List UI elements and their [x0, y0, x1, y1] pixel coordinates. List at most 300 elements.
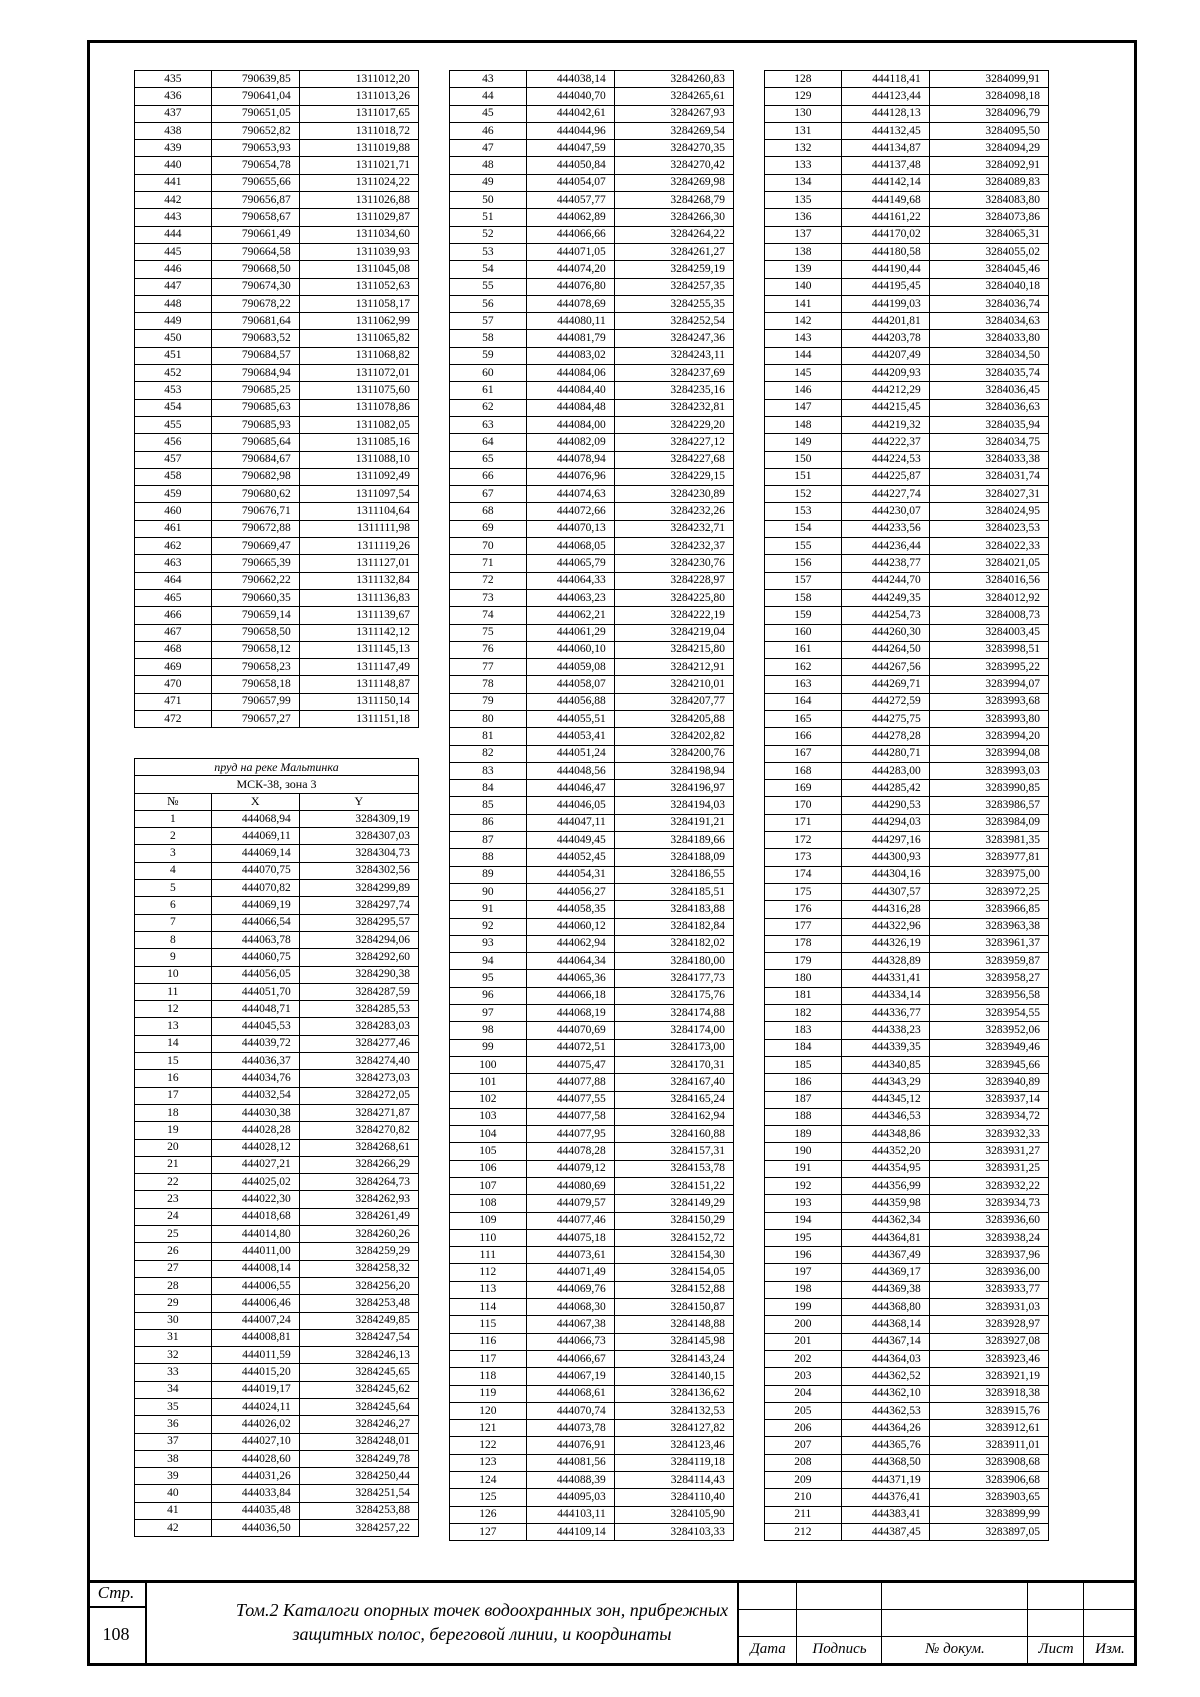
y-coordinate: 3284154,30 [614, 1247, 733, 1264]
x-coordinate: 444227,74 [841, 486, 929, 503]
x-coordinate: 790684,94 [211, 365, 299, 382]
table-row [450, 486, 734, 503]
point-number: 22 [135, 1174, 212, 1191]
point-number: 138 [765, 243, 842, 260]
point-number: 136 [765, 209, 842, 226]
point-number: 135 [765, 192, 842, 209]
x-coordinate: 444064,33 [526, 572, 614, 589]
y-coordinate: 3284099,91 [929, 71, 1048, 88]
point-number: 183 [765, 1022, 842, 1039]
point-number: 64 [450, 434, 527, 451]
x-coordinate: 444032,54 [211, 1087, 299, 1104]
point-number: 131 [765, 122, 842, 139]
y-coordinate: 3284228,97 [614, 572, 733, 589]
table-row [135, 88, 419, 105]
table-row [135, 641, 419, 658]
table-row [450, 797, 734, 814]
point-number: 70 [450, 538, 527, 555]
y-coordinate: 3284185,51 [614, 883, 733, 900]
x-coordinate: 444072,51 [526, 1039, 614, 1056]
y-coordinate: 1311072,01 [299, 365, 418, 382]
document-title-line-2: защитных полос, береговой линии, и координаты [292, 1624, 672, 1644]
point-number: 439 [135, 140, 212, 157]
x-coordinate: 444278,28 [841, 728, 929, 745]
point-number: 167 [765, 745, 842, 762]
x-coordinate: 444074,20 [526, 261, 614, 278]
point-number: 137 [765, 226, 842, 243]
x-coordinate: 444134,87 [841, 140, 929, 157]
point-number: 165 [765, 710, 842, 727]
point-number: 115 [450, 1316, 527, 1333]
y-coordinate: 3284105,90 [614, 1506, 733, 1523]
x-coordinate: 790658,67 [211, 209, 299, 226]
table-row [135, 1070, 419, 1087]
point-number: 39 [135, 1468, 212, 1485]
point-number: 83 [450, 762, 527, 779]
y-coordinate: 3283908,68 [929, 1454, 1048, 1471]
point-number: 145 [765, 365, 842, 382]
x-coordinate: 444195,45 [841, 278, 929, 295]
point-number: 161 [765, 641, 842, 658]
x-coordinate: 444054,07 [526, 174, 614, 191]
y-coordinate: 3284205,88 [614, 710, 733, 727]
x-coordinate: 444362,52 [841, 1368, 929, 1385]
table-row [765, 1178, 1049, 1195]
point-number: 454 [135, 399, 212, 416]
y-coordinate: 3284264,73 [299, 1174, 418, 1191]
x-coordinate: 790685,25 [211, 382, 299, 399]
column-header-number: № [135, 793, 212, 810]
point-number: 120 [450, 1402, 527, 1419]
x-coordinate: 790681,64 [211, 313, 299, 330]
table-row [450, 192, 734, 209]
table-row [135, 1416, 419, 1433]
document-title-line-1: Том.2 Каталоги опорных точек водоохранных зон, прибрежных [235, 1600, 729, 1620]
y-coordinate: 3284173,00 [614, 1039, 733, 1056]
point-number: 2 [135, 828, 212, 845]
y-coordinate: 3283911,01 [929, 1437, 1048, 1454]
y-coordinate: 3283934,72 [929, 1108, 1048, 1125]
y-coordinate: 3284232,37 [614, 538, 733, 555]
stamp-label-cell [1028, 1637, 1084, 1663]
x-coordinate: 444064,34 [526, 953, 614, 970]
point-number: 155 [765, 538, 842, 555]
y-coordinate: 3284210,01 [614, 676, 733, 693]
point-number: 16 [135, 1070, 212, 1087]
y-coordinate: 3284103,33 [614, 1523, 733, 1540]
y-coordinate: 3284170,31 [614, 1056, 733, 1073]
x-coordinate: 444054,31 [526, 866, 614, 883]
point-number: 25 [135, 1226, 212, 1243]
y-coordinate: 3284143,24 [614, 1350, 733, 1367]
x-coordinate: 444367,49 [841, 1247, 929, 1264]
table-row [135, 676, 419, 693]
x-coordinate: 444364,03 [841, 1350, 929, 1367]
x-coordinate: 444297,16 [841, 832, 929, 849]
x-coordinate: 444031,26 [211, 1468, 299, 1485]
point-number: 457 [135, 451, 212, 468]
x-coordinate: 444103,11 [526, 1506, 614, 1523]
point-number: 34 [135, 1381, 212, 1398]
stamp-grid [737, 1580, 1136, 1663]
y-coordinate: 3284136,62 [614, 1385, 733, 1402]
point-number: 143 [765, 330, 842, 347]
table-row [135, 589, 419, 606]
table-row [450, 624, 734, 641]
y-coordinate: 3284277,46 [299, 1035, 418, 1052]
x-coordinate: 444075,18 [526, 1229, 614, 1246]
x-coordinate: 444203,78 [841, 330, 929, 347]
table-row [765, 1281, 1049, 1298]
point-number: 129 [765, 88, 842, 105]
point-number: 9 [135, 949, 212, 966]
y-coordinate: 3284191,21 [614, 814, 733, 831]
y-coordinate: 1311024,22 [299, 174, 418, 191]
table-row [450, 122, 734, 139]
point-number: 53 [450, 243, 527, 260]
x-coordinate: 444065,36 [526, 970, 614, 987]
table-row [135, 520, 419, 537]
point-number: 98 [450, 1022, 527, 1039]
point-number: 114 [450, 1299, 527, 1316]
table-row [765, 1472, 1049, 1489]
table-row [135, 192, 419, 209]
point-number: 463 [135, 555, 212, 572]
point-number: 140 [765, 278, 842, 295]
y-coordinate: 3283961,37 [929, 935, 1048, 952]
y-coordinate: 3283921,19 [929, 1368, 1048, 1385]
x-coordinate: 444070,74 [526, 1402, 614, 1419]
point-number: 444 [135, 226, 212, 243]
table-row [135, 880, 419, 897]
table-row [450, 1402, 734, 1419]
point-number: 206 [765, 1420, 842, 1437]
y-coordinate: 3284034,75 [929, 434, 1048, 451]
x-coordinate: 444082,09 [526, 434, 614, 451]
y-coordinate: 3284095,50 [929, 122, 1048, 139]
x-coordinate: 444058,07 [526, 676, 614, 693]
point-number: 196 [765, 1247, 842, 1264]
y-coordinate: 3283932,33 [929, 1126, 1048, 1143]
y-coordinate: 3284270,42 [614, 157, 733, 174]
table-row [135, 659, 419, 676]
x-coordinate: 790684,57 [211, 347, 299, 364]
point-number: 119 [450, 1385, 527, 1402]
point-number: 146 [765, 382, 842, 399]
y-coordinate: 3284290,38 [299, 966, 418, 983]
x-coordinate: 444331,41 [841, 970, 929, 987]
table-row [450, 1454, 734, 1471]
table-row [450, 693, 734, 710]
point-number: 435 [135, 71, 212, 88]
table-row [765, 434, 1049, 451]
x-coordinate: 790665,39 [211, 555, 299, 572]
x-coordinate: 444068,94 [211, 810, 299, 827]
y-coordinate: 3284287,59 [299, 983, 418, 1000]
y-coordinate: 3284040,18 [929, 278, 1048, 295]
y-coordinate: 1311013,26 [299, 88, 418, 105]
point-number: 51 [450, 209, 527, 226]
y-coordinate: 3284237,69 [614, 365, 733, 382]
y-coordinate: 3284246,13 [299, 1347, 418, 1364]
x-coordinate: 444084,06 [526, 365, 614, 382]
table-row [765, 1143, 1049, 1160]
y-coordinate: 1311019,88 [299, 140, 418, 157]
x-coordinate: 444190,44 [841, 261, 929, 278]
point-number: 13 [135, 1018, 212, 1035]
point-number: 81 [450, 728, 527, 745]
table-row [450, 226, 734, 243]
table-row [765, 243, 1049, 260]
y-coordinate: 3283986,57 [929, 797, 1048, 814]
point-number: 36 [135, 1416, 212, 1433]
x-coordinate: 444078,28 [526, 1143, 614, 1160]
point-number: 101 [450, 1074, 527, 1091]
table-row [765, 295, 1049, 312]
point-number: 100 [450, 1056, 527, 1073]
x-coordinate: 444201,81 [841, 313, 929, 330]
point-number: 52 [450, 226, 527, 243]
x-coordinate: 444233,56 [841, 520, 929, 537]
point-number: 204 [765, 1385, 842, 1402]
point-number: 472 [135, 710, 212, 727]
x-coordinate: 790655,66 [211, 174, 299, 191]
point-number: 89 [450, 866, 527, 883]
point-number: 46 [450, 122, 527, 139]
y-coordinate: 3284034,50 [929, 347, 1048, 364]
point-number: 99 [450, 1039, 527, 1056]
x-coordinate: 444066,73 [526, 1333, 614, 1350]
x-coordinate: 444348,86 [841, 1126, 929, 1143]
x-coordinate: 444212,29 [841, 382, 929, 399]
x-coordinate: 444215,45 [841, 399, 929, 416]
document-number-label: № докум. [925, 1641, 985, 1657]
table-row [450, 1039, 734, 1056]
y-coordinate: 3284198,94 [614, 762, 733, 779]
stamp-label-cell [882, 1637, 1028, 1663]
table-row [765, 866, 1049, 883]
x-coordinate: 444033,84 [211, 1485, 299, 1502]
signature-label: Подпись [812, 1641, 867, 1657]
table-row [765, 832, 1049, 849]
point-number: 191 [765, 1160, 842, 1177]
table-row [765, 451, 1049, 468]
table-row [765, 313, 1049, 330]
table-row [135, 1364, 419, 1381]
table-row [765, 1229, 1049, 1246]
y-coordinate: 3284256,20 [299, 1277, 418, 1294]
x-coordinate: 444056,05 [211, 966, 299, 983]
x-coordinate: 444371,19 [841, 1472, 929, 1489]
y-coordinate: 3284260,26 [299, 1226, 418, 1243]
x-coordinate: 444078,69 [526, 295, 614, 312]
y-coordinate: 3284200,76 [614, 745, 733, 762]
point-number: 179 [765, 953, 842, 970]
point-number: 437 [135, 105, 212, 122]
x-coordinate: 444039,72 [211, 1035, 299, 1052]
coordinate-system-label: МСК-38, зона 3 [135, 776, 419, 793]
x-coordinate: 444362,53 [841, 1402, 929, 1419]
x-coordinate: 790680,62 [211, 486, 299, 503]
y-coordinate: 3284016,56 [929, 572, 1048, 589]
y-coordinate: 3283932,22 [929, 1178, 1048, 1195]
point-number: 126 [450, 1506, 527, 1523]
y-coordinate: 3283915,76 [929, 1402, 1048, 1419]
y-coordinate: 3284182,02 [614, 935, 733, 952]
point-number: 1 [135, 810, 212, 827]
x-coordinate: 444066,18 [526, 987, 614, 1004]
table-row [765, 935, 1049, 952]
table-row [765, 780, 1049, 797]
y-coordinate: 3284174,88 [614, 1005, 733, 1022]
table-row [135, 931, 419, 948]
table-row [135, 983, 419, 1000]
x-coordinate: 444132,45 [841, 122, 929, 139]
y-coordinate: 1311075,60 [299, 382, 418, 399]
point-number: 21 [135, 1156, 212, 1173]
y-coordinate: 3284035,74 [929, 365, 1048, 382]
x-coordinate: 444079,57 [526, 1195, 614, 1212]
point-number: 91 [450, 901, 527, 918]
point-number: 199 [765, 1299, 842, 1316]
stamp-cell [1028, 1580, 1084, 1610]
x-coordinate: 444079,12 [526, 1160, 614, 1177]
y-coordinate: 1311012,20 [299, 71, 418, 88]
table-row [135, 399, 419, 416]
y-coordinate: 3284249,78 [299, 1450, 418, 1467]
y-coordinate: 3284269,54 [614, 122, 733, 139]
table-row [450, 555, 734, 572]
y-coordinate: 3284294,06 [299, 931, 418, 948]
table-row [765, 814, 1049, 831]
point-number: 33 [135, 1364, 212, 1381]
x-coordinate: 444238,77 [841, 555, 929, 572]
table-row [450, 88, 734, 105]
x-coordinate: 444056,27 [526, 883, 614, 900]
table-row [765, 1195, 1049, 1212]
x-coordinate: 444199,03 [841, 295, 929, 312]
point-number: 5 [135, 880, 212, 897]
stamp-cell [739, 1580, 797, 1610]
point-number: 8 [135, 931, 212, 948]
table-row [135, 1347, 419, 1364]
table-row [450, 901, 734, 918]
point-number: 471 [135, 693, 212, 710]
y-coordinate: 3283936,60 [929, 1212, 1048, 1229]
stamp-cell [1084, 1610, 1136, 1637]
x-coordinate: 444109,14 [526, 1523, 614, 1540]
point-number: 442 [135, 192, 212, 209]
y-coordinate: 1311145,13 [299, 641, 418, 658]
x-coordinate: 444071,05 [526, 243, 614, 260]
y-coordinate: 3284259,19 [614, 261, 733, 278]
point-number: 128 [765, 71, 842, 88]
point-number: 175 [765, 883, 842, 900]
point-number: 23 [135, 1191, 212, 1208]
point-number: 109 [450, 1212, 527, 1229]
y-coordinate: 3284261,27 [614, 243, 733, 260]
y-coordinate: 3284207,77 [614, 693, 733, 710]
x-coordinate: 444244,70 [841, 572, 929, 589]
y-coordinate: 3284248,01 [299, 1433, 418, 1450]
y-coordinate: 1311147,49 [299, 659, 418, 676]
point-number: 60 [450, 365, 527, 382]
point-number: 208 [765, 1454, 842, 1471]
table-row [765, 641, 1049, 658]
y-coordinate: 3283993,68 [929, 693, 1048, 710]
point-number: 88 [450, 849, 527, 866]
table-row [450, 295, 734, 312]
point-number: 151 [765, 468, 842, 485]
table-row [135, 1433, 419, 1450]
x-coordinate: 444015,20 [211, 1364, 299, 1381]
table-row [765, 157, 1049, 174]
x-coordinate: 444068,30 [526, 1299, 614, 1316]
point-number: 178 [765, 935, 842, 952]
y-coordinate: 3284127,82 [614, 1420, 733, 1437]
x-coordinate: 444128,13 [841, 105, 929, 122]
table-row [765, 71, 1049, 88]
x-coordinate: 444076,80 [526, 278, 614, 295]
pond-table-title: пруд на реке Мальтинка [135, 759, 419, 776]
y-coordinate: 3284065,31 [929, 226, 1048, 243]
y-coordinate: 3284283,03 [299, 1018, 418, 1035]
y-coordinate: 3284249,85 [299, 1312, 418, 1329]
point-number: 61 [450, 382, 527, 399]
point-number: 451 [135, 347, 212, 364]
table-row [765, 555, 1049, 572]
table-row [135, 71, 419, 88]
table-row [450, 1333, 734, 1350]
point-number: 82 [450, 745, 527, 762]
point-number: 18 [135, 1104, 212, 1121]
x-coordinate: 444077,55 [526, 1091, 614, 1108]
x-coordinate: 444068,05 [526, 538, 614, 555]
x-coordinate: 444075,47 [526, 1056, 614, 1073]
table-row [135, 1381, 419, 1398]
point-number: 445 [135, 243, 212, 260]
x-coordinate: 444073,78 [526, 1420, 614, 1437]
page-label: Стр. [87, 1580, 145, 1608]
point-number: 149 [765, 434, 842, 451]
table-row [135, 1104, 419, 1121]
table-row [135, 382, 419, 399]
point-number: 102 [450, 1091, 527, 1108]
point-number: 80 [450, 710, 527, 727]
point-number: 87 [450, 832, 527, 849]
y-coordinate: 3284110,40 [614, 1489, 733, 1506]
table-row [765, 987, 1049, 1004]
y-coordinate: 1311082,05 [299, 416, 418, 433]
y-coordinate: 3283984,09 [929, 814, 1048, 831]
point-number: 440 [135, 157, 212, 174]
point-number: 447 [135, 278, 212, 295]
x-coordinate: 444339,35 [841, 1039, 929, 1056]
x-coordinate: 444019,17 [211, 1381, 299, 1398]
y-coordinate: 3283937,14 [929, 1091, 1048, 1108]
table-row [450, 1195, 734, 1212]
table-row [765, 1056, 1049, 1073]
y-coordinate: 3284292,60 [299, 949, 418, 966]
table-row [765, 330, 1049, 347]
x-coordinate: 444076,91 [526, 1437, 614, 1454]
y-coordinate: 3283937,96 [929, 1247, 1048, 1264]
y-coordinate: 1311018,72 [299, 122, 418, 139]
table-row [450, 1437, 734, 1454]
table-row [765, 538, 1049, 555]
y-coordinate: 3283931,27 [929, 1143, 1048, 1160]
y-coordinate: 3284243,11 [614, 347, 733, 364]
